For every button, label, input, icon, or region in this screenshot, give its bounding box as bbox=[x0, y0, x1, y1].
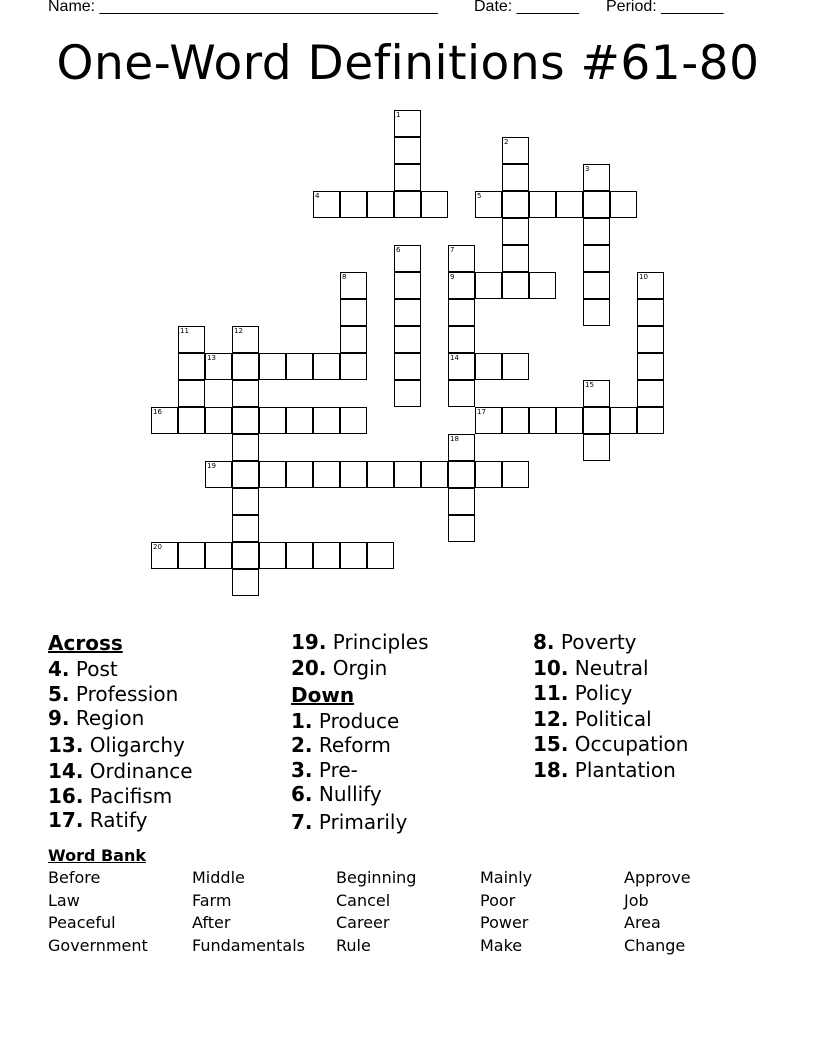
grid-cell[interactable] bbox=[151, 407, 178, 434]
grid-cell[interactable] bbox=[448, 461, 475, 488]
clue-down-11: 11. Policy bbox=[533, 680, 633, 705]
grid-cell[interactable] bbox=[448, 326, 475, 353]
grid-cell[interactable] bbox=[502, 461, 529, 488]
grid-cell[interactable] bbox=[394, 164, 421, 191]
grid-cell[interactable] bbox=[583, 434, 610, 461]
word-bank-word: Poor bbox=[480, 890, 516, 910]
grid-cell[interactable] bbox=[394, 380, 421, 407]
page-title: One-Word Definitions #61-80 bbox=[56, 36, 760, 91]
clue-down-18: 18. Plantation bbox=[533, 758, 676, 782]
word-bank-word: Approve bbox=[624, 868, 691, 887]
clue-across-17: 17. Ratify bbox=[48, 808, 148, 832]
clue-number: 2 bbox=[504, 138, 509, 146]
word-bank-word: Mainly bbox=[480, 868, 533, 887]
clue-number: 10 bbox=[639, 273, 648, 281]
across-heading: Across bbox=[48, 631, 123, 655]
grid-cell[interactable] bbox=[448, 434, 475, 461]
grid-cell[interactable] bbox=[232, 380, 259, 407]
grid-cell[interactable] bbox=[232, 542, 259, 569]
clue-across-13: 13. Oligarchy bbox=[48, 732, 185, 757]
grid-cell[interactable] bbox=[529, 191, 556, 218]
grid-cell[interactable] bbox=[394, 110, 421, 137]
clue-down-1: 1. Produce bbox=[291, 708, 400, 733]
grid-cell[interactable] bbox=[556, 191, 583, 218]
grid-cell[interactable] bbox=[448, 353, 475, 380]
grid-cell[interactable] bbox=[205, 461, 232, 488]
grid-cell[interactable] bbox=[637, 326, 664, 353]
grid-cell[interactable] bbox=[502, 407, 529, 434]
grid-cell[interactable] bbox=[475, 407, 502, 434]
grid-cell[interactable] bbox=[394, 326, 421, 353]
word-bank-word: Area bbox=[624, 913, 661, 932]
grid-cell[interactable] bbox=[394, 353, 421, 380]
word-bank bbox=[48, 867, 768, 957]
clue-down-6: 6. Nullify bbox=[291, 782, 382, 806]
clue-number: 3 bbox=[585, 165, 590, 173]
down-heading: Down bbox=[291, 682, 355, 707]
grid-cell[interactable] bbox=[475, 461, 502, 488]
clue-number: 1 bbox=[396, 111, 401, 119]
grid-cell[interactable] bbox=[259, 407, 286, 434]
grid-cell[interactable] bbox=[637, 407, 664, 434]
clue-number: 13 bbox=[207, 354, 216, 362]
grid-cell[interactable] bbox=[340, 542, 367, 569]
clue-across-16: 16. Pacifism bbox=[48, 783, 173, 808]
grid-cell[interactable] bbox=[502, 245, 529, 272]
clue-down-12: 12. Political bbox=[533, 707, 652, 731]
clue-down-8: 8. Poverty bbox=[533, 630, 637, 654]
word-bank-word: After bbox=[192, 913, 231, 932]
grid-cell[interactable] bbox=[259, 353, 286, 380]
grid-cell[interactable] bbox=[421, 191, 448, 218]
clue-number: 4 bbox=[315, 192, 320, 200]
grid-cell[interactable] bbox=[394, 461, 421, 488]
grid-cell[interactable] bbox=[205, 353, 232, 380]
clue-number: 12 bbox=[234, 327, 243, 335]
grid-cell[interactable] bbox=[502, 137, 529, 164]
grid-cell[interactable] bbox=[448, 272, 475, 299]
grid-cell[interactable] bbox=[475, 191, 502, 218]
grid-cell[interactable] bbox=[340, 461, 367, 488]
grid-cell[interactable] bbox=[205, 407, 232, 434]
word-bank-word: Rule bbox=[336, 935, 371, 955]
grid-cell[interactable] bbox=[448, 380, 475, 407]
clue-across-20: 20. Orgin bbox=[291, 656, 388, 680]
word-bank-word: Power bbox=[480, 913, 529, 932]
grid-cell[interactable] bbox=[394, 272, 421, 299]
clue-number: 15 bbox=[585, 381, 594, 389]
grid-cell[interactable] bbox=[205, 542, 232, 569]
clue-number: 16 bbox=[153, 408, 162, 416]
word-bank-word: Law bbox=[48, 890, 80, 910]
word-bank-word: Government bbox=[48, 935, 148, 955]
clue-down-3: 3. Pre- bbox=[291, 757, 358, 782]
clue-column-1 bbox=[48, 629, 193, 833]
grid-cell[interactable] bbox=[637, 272, 664, 299]
grid-cell[interactable] bbox=[313, 407, 340, 434]
grid-cell[interactable] bbox=[232, 353, 259, 380]
clue-down-7: 7. Primarily bbox=[291, 809, 408, 834]
grid-cell[interactable] bbox=[340, 299, 367, 326]
clue-across-5: 5. Profession bbox=[48, 681, 179, 706]
grid-cell[interactable] bbox=[340, 191, 367, 218]
grid-cell[interactable] bbox=[583, 407, 610, 434]
grid-cell[interactable] bbox=[583, 380, 610, 407]
grid-cell[interactable] bbox=[637, 380, 664, 407]
grid-cell[interactable] bbox=[286, 353, 313, 380]
grid-cell[interactable] bbox=[178, 326, 205, 353]
grid-cell[interactable] bbox=[232, 569, 259, 596]
clue-number: 11 bbox=[180, 327, 189, 335]
clue-number: 19 bbox=[207, 462, 216, 470]
clue-column-2 bbox=[291, 629, 429, 834]
clue-across-4: 4. Post bbox=[48, 657, 118, 681]
word-bank-word: Farm bbox=[192, 890, 232, 910]
word-bank-word: Make bbox=[480, 935, 523, 955]
grid-cell[interactable] bbox=[583, 191, 610, 218]
word-bank-word: Fundamentals bbox=[192, 935, 305, 955]
word-bank-word: Middle bbox=[192, 868, 245, 887]
grid-cell[interactable] bbox=[367, 542, 394, 569]
grid-cell[interactable] bbox=[610, 191, 637, 218]
grid-cell[interactable] bbox=[475, 353, 502, 380]
grid-cell[interactable] bbox=[313, 461, 340, 488]
word-bank-word: Beginning bbox=[336, 868, 417, 887]
grid-cell[interactable] bbox=[394, 137, 421, 164]
clue-column-3 bbox=[533, 629, 688, 783]
clue-across-14: 14. Ordinance bbox=[48, 759, 193, 783]
grid-cell[interactable] bbox=[340, 272, 367, 299]
grid-cell[interactable] bbox=[448, 245, 475, 272]
grid-cell[interactable] bbox=[448, 488, 475, 515]
grid-cell[interactable] bbox=[421, 461, 448, 488]
grid-cell[interactable] bbox=[610, 407, 637, 434]
grid-cell[interactable] bbox=[340, 407, 367, 434]
grid-cell[interactable] bbox=[583, 299, 610, 326]
grid-cell[interactable] bbox=[178, 542, 205, 569]
grid-cell[interactable] bbox=[637, 353, 664, 380]
clue-across-9: 9. Region bbox=[48, 706, 145, 730]
grid-cell[interactable] bbox=[502, 218, 529, 245]
grid-cell[interactable] bbox=[178, 380, 205, 407]
grid-cell[interactable] bbox=[556, 407, 583, 434]
word-bank-word: Career bbox=[336, 913, 390, 932]
grid-cell[interactable] bbox=[583, 164, 610, 191]
grid-cell[interactable] bbox=[151, 542, 178, 569]
grid-cell[interactable] bbox=[475, 272, 502, 299]
word-bank-word: Peaceful bbox=[48, 913, 116, 932]
grid-cell[interactable] bbox=[286, 461, 313, 488]
grid-cell[interactable] bbox=[340, 353, 367, 380]
clue-number: 14 bbox=[450, 354, 459, 362]
clue-number: 17 bbox=[477, 408, 486, 416]
grid-cell[interactable] bbox=[313, 353, 340, 380]
grid-cell[interactable] bbox=[313, 542, 340, 569]
grid-cell[interactable] bbox=[583, 218, 610, 245]
grid-cell[interactable] bbox=[232, 461, 259, 488]
grid-cell[interactable] bbox=[286, 542, 313, 569]
grid-cell[interactable] bbox=[394, 299, 421, 326]
grid-cell[interactable] bbox=[502, 164, 529, 191]
name-field[interactable]: Name: ______________________________________ bbox=[48, 0, 438, 15]
clue-number: 7 bbox=[450, 246, 455, 254]
clue-number: 18 bbox=[450, 435, 459, 443]
clue-number: 20 bbox=[153, 543, 162, 551]
grid-cell[interactable] bbox=[313, 191, 340, 218]
grid-cell[interactable] bbox=[232, 515, 259, 542]
grid-cell[interactable] bbox=[178, 353, 205, 380]
grid-cell[interactable] bbox=[367, 461, 394, 488]
grid-cell[interactable] bbox=[583, 272, 610, 299]
grid-cell[interactable] bbox=[286, 407, 313, 434]
clue-across-19: 19. Principles bbox=[291, 630, 429, 654]
clue-down-2: 2. Reform bbox=[291, 733, 391, 757]
clue-number: 9 bbox=[450, 273, 455, 281]
grid-cell[interactable] bbox=[340, 326, 367, 353]
grid-cell[interactable] bbox=[232, 407, 259, 434]
clue-number: 8 bbox=[342, 273, 347, 281]
grid-cell[interactable] bbox=[178, 407, 205, 434]
grid-cell[interactable] bbox=[502, 191, 529, 218]
clue-number: 5 bbox=[477, 192, 482, 200]
clue-number: 6 bbox=[396, 246, 401, 254]
grid-cell[interactable] bbox=[448, 515, 475, 542]
grid-cell[interactable] bbox=[502, 272, 529, 299]
period-field[interactable]: Period: _______ bbox=[606, 0, 724, 15]
word-bank-word: Cancel bbox=[336, 890, 391, 910]
grid-cell[interactable] bbox=[583, 245, 610, 272]
date-field[interactable]: Date: _______ bbox=[474, 0, 579, 15]
clue-down-15: 15. Occupation bbox=[533, 731, 689, 756]
grid-cell[interactable] bbox=[259, 542, 286, 569]
grid-cell[interactable] bbox=[394, 191, 421, 218]
grid-cell[interactable] bbox=[448, 299, 475, 326]
word-bank-word: Before bbox=[48, 868, 101, 887]
grid-cell[interactable] bbox=[367, 191, 394, 218]
grid-cell[interactable] bbox=[259, 461, 286, 488]
grid-cell[interactable] bbox=[232, 488, 259, 515]
word-bank-word: Job bbox=[624, 890, 649, 910]
grid-cell[interactable] bbox=[529, 407, 556, 434]
grid-cell[interactable] bbox=[529, 272, 556, 299]
grid-cell[interactable] bbox=[232, 434, 259, 461]
grid-cell[interactable] bbox=[232, 326, 259, 353]
clue-down-10: 10. Neutral bbox=[533, 656, 649, 680]
grid-cell[interactable] bbox=[637, 299, 664, 326]
word-bank-title: Word Bank bbox=[48, 846, 147, 865]
grid-cell[interactable] bbox=[394, 245, 421, 272]
word-bank-word: Change bbox=[624, 935, 686, 955]
grid-cell[interactable] bbox=[502, 353, 529, 380]
